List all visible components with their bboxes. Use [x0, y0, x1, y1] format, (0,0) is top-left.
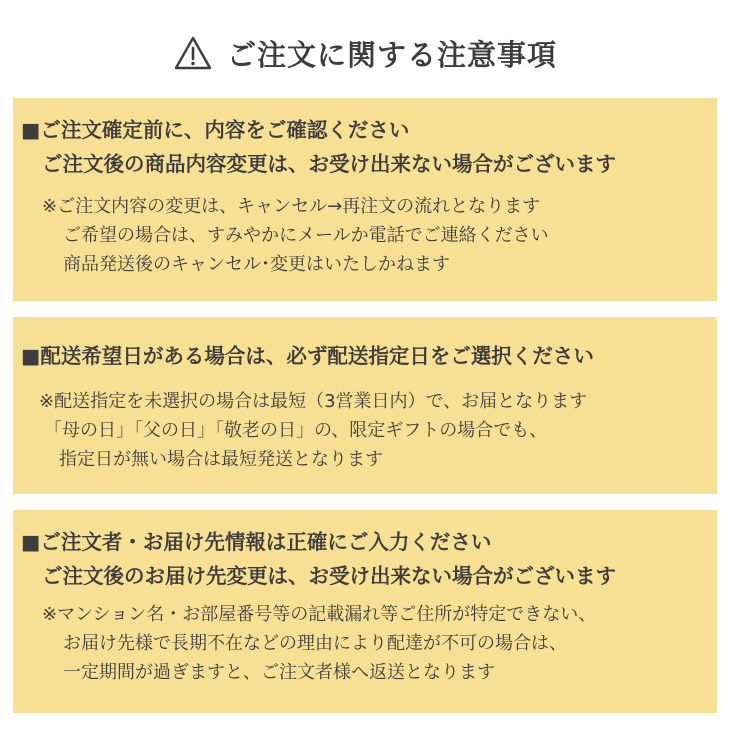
section-heading [21, 532, 491, 553]
square-bullet-icon: ■ [21, 118, 41, 142]
section-heading-text: ご注文確定前に、内容をご確認ください [40, 118, 410, 142]
square-bullet-icon: ■ [21, 530, 41, 554]
section-note: 「母の日」「父の日」「敬老の日」の、限定ギフトの場合でも、 [44, 420, 548, 441]
section-heading-text: 配送希望日がある場合は、必ず配送指定日をご選択ください [40, 344, 594, 368]
section-heading [21, 346, 594, 367]
section-heading [21, 120, 409, 141]
section-note: ※配送指定を未選択の場合は最短（3営業日内）で、お届となります [39, 391, 588, 412]
section-heading-text: ご注文者・お届け先情報は正確にご入力ください [40, 530, 492, 554]
page-title: ご注文に関する注意事項 [226, 37, 557, 72]
notice-box-recipient-info [13, 510, 717, 713]
section-subheading: ご注文後のお届け先変更は、お受け出来ない場合がございます [42, 564, 616, 588]
section-note: 一定期間が過ぎますと、ご注文者様へ返送となります [63, 662, 495, 683]
warning-triangle-icon [173, 35, 213, 71]
section-note: ※ご注文内容の変更は、キャンセル→再注文の流れとなります [42, 196, 541, 217]
section-note: ご希望の場合は、すみやかにメールか電話でご連絡ください [63, 225, 549, 246]
notice-box-delivery-date [13, 317, 717, 494]
square-bullet-icon: ■ [21, 344, 41, 368]
section-note: 指定日が無い場合は最短発送となります [59, 449, 383, 470]
section-note: ※マンション名・お部屋番号等の記載漏れ等ご住所が特定できない、 [42, 604, 597, 625]
notice-box-order-confirmation [13, 98, 717, 301]
section-note: お届け先様で長期不在などの理由により配達が不可の場合は、 [63, 633, 567, 654]
section-note: 商品発送後のキャンセル･変更はいたしかねます [63, 254, 450, 275]
page-header [0, 30, 730, 76]
section-subheading: ご注文後の商品内容変更は、お受け出来ない場合がございます [42, 152, 616, 176]
